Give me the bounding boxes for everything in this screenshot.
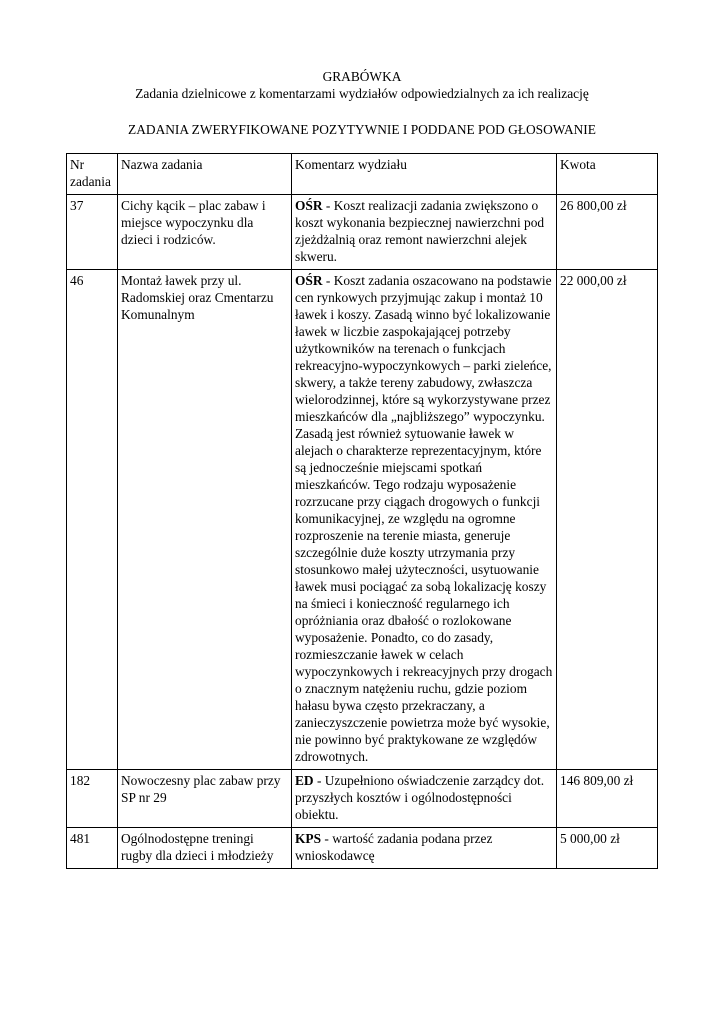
cell-amount: 146 809,00 zł (557, 770, 658, 828)
section-title: ZADANIA ZWERYFIKOWANE POZYTYWNIE I PODDANE POD GŁOSOWANIE (128, 122, 596, 137)
cell-comment (292, 270, 557, 770)
table-row (67, 770, 658, 828)
table-row (67, 828, 658, 869)
comment-text: - Koszt zadania oszacowano na podstawie cen rynkowych przyjmując zakup i montaż 10 ławek i koszy. Zasadą winno być lokalizowanie ławek w liczbie zaspokajającej potrzeby użytkowników na terenach o funkcjach rekreacyjno-wypoczynkowych – parki zieleńce, skwery, a także tereny zabudowy, zwłaszcza wielorodzinnej, które są wykorzystywane przez mieszkańców dla „najbliższego” wypoczynku. Zasadą jest również sytuowanie ławek w alejach o charakterze reprezentacyjnym, które są jednocześnie miejscami spotkań mieszkańców. Tego rodzaju wyposażenie rozrzucane przy ciągach drogowych o funkcji komunikacyjnej, ze względu na ogromne rozproszenie na terenie miasta, generuje szczególnie duże koszty utrzymania przy stosunkowo małej użyteczności, usytuowanie ławek musi pociągać za sobą lokalizację koszy na śmieci i konieczność regularnego ich opróżniania oraz dbałość o rozlokowane wyposażenie. Ponadto, co do zasady, rozmieszczanie ławek w celach wypoczynkowych i rekreacyjnych przy drogach o znacznym natężeniu ruchu, gdzie poziom hałasu bywa często przekraczany, a zanieczyszczenie powietrza może być wysokie, nie powinno być praktykowane ze względów zdrowotnych. (295, 273, 553, 764)
cell-comment (292, 195, 557, 270)
cell-name: Montaż ławek przy ul. Radomskiej oraz Cmentarzu Komunalnym (118, 270, 292, 770)
document-subtitle: Zadania dzielnicowe z komentarzami wydziałów odpowiedzialnych za ich realizację (135, 86, 589, 101)
cell-comment (292, 770, 557, 828)
unit-code: KPS (295, 831, 322, 846)
comment-text: - wartość zadania podana przez wnioskodawcę (295, 831, 493, 863)
document-title: GRABÓWKA (322, 69, 402, 84)
cell-amount: 5 000,00 zł (557, 828, 658, 869)
cell-nr: 37 (67, 195, 118, 270)
header-amount: Kwota (557, 154, 658, 195)
unit-code: ED (295, 773, 314, 788)
cell-name: Cichy kącik – plac zabaw i miejsce wypoczynku dla dzieci i rodziców. (118, 195, 292, 270)
table-row (67, 195, 658, 270)
header-nr: Nr zadania (67, 154, 118, 195)
cell-name: Nowoczesny plac zabaw przy SP nr 29 (118, 770, 292, 828)
tasks-table (66, 153, 658, 869)
unit-code: OŚR (295, 198, 323, 213)
comment-text: - Uzupełniono oświadczenie zarządcy dot. przyszłych kosztów i ogólnodostępności obiektu. (295, 773, 545, 822)
cell-comment (292, 828, 557, 869)
cell-nr: 46 (67, 270, 118, 770)
unit-code: OŚR (295, 273, 323, 288)
table-row (67, 270, 658, 770)
cell-nr: 481 (67, 828, 118, 869)
cell-amount: 26 800,00 zł (557, 195, 658, 270)
table-header-row (67, 154, 658, 195)
header-comment: Komentarz wydziału (292, 154, 557, 195)
cell-nr: 182 (67, 770, 118, 828)
comment-text: - Koszt realizacji zadania zwiększono o koszt wykonania bezpiecznej nawierzchni pod zjeżdżalnią oraz remont nawierzchni alejek skweru. (295, 198, 545, 264)
cell-amount: 22 000,00 zł (557, 270, 658, 770)
header-name: Nazwa zadania (118, 154, 292, 195)
cell-name: Ogólnodostępne treningi rugby dla dzieci i młodzieży (118, 828, 292, 869)
